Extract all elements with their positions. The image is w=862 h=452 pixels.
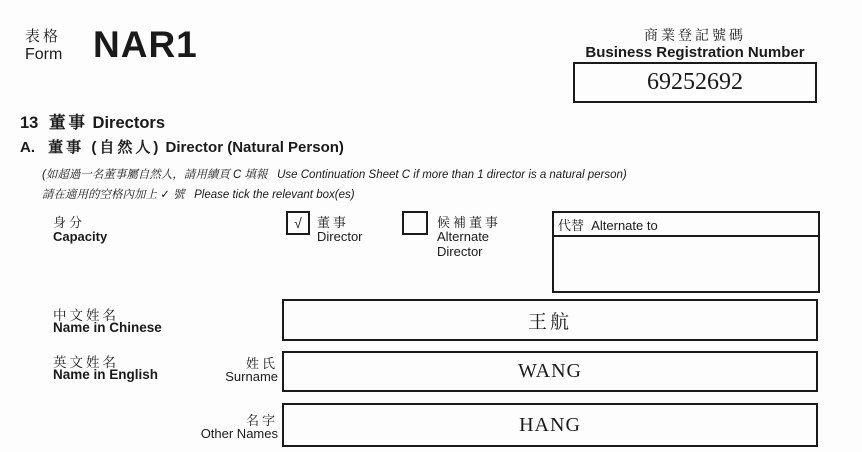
other-names-value: HANG (519, 413, 581, 436)
form-code: NAR1 (93, 24, 198, 65)
alternate-director-label-english-line1: Alternate (437, 229, 490, 244)
alternate-to-label: 代替 Alternate to (554, 213, 818, 237)
tick-box-note: 請在適用的空格內加上 ✓ 號 Please tick the relevant box(es) (42, 189, 355, 201)
alternate-to-field[interactable] (554, 237, 818, 289)
brn-label-english: Business Registration Number (585, 44, 805, 61)
name-english-label-english: Name in English (53, 367, 159, 382)
subsection-a-heading (20, 136, 344, 157)
section-title-chinese: 董事 (48, 114, 88, 132)
name-chinese-field[interactable] (282, 299, 818, 341)
other-names-label-chinese: 名字 (245, 413, 278, 428)
subsection-title-chinese: 董事 (自然人) (48, 139, 162, 156)
name-chinese-label-english: Name in Chinese (53, 320, 162, 335)
alternate-to-field-group (552, 211, 820, 293)
capacity-label-english: Capacity (53, 229, 108, 244)
alternate-director-label-chinese: 候補董事 (437, 215, 502, 230)
other-names-label-english: Other Names (200, 426, 278, 441)
subsection-title-english: Director (Natural Person) (165, 139, 344, 156)
name-chinese-label-chinese: 中文姓名 (53, 308, 119, 323)
section-13-heading (20, 109, 165, 133)
continuation-sheet-note: (如超過一名董事屬自然人，請用續頁 C 填報 Use Continuation Sheet C if more than 1 director is a natural person) (42, 169, 627, 181)
director-checkbox-mark: √ (294, 215, 302, 231)
name-english-label-chinese: 英文姓名 (53, 355, 119, 370)
section-number: 13 (20, 114, 39, 132)
alternate-director-label-english-line2: Director (437, 244, 483, 259)
surname-value: WANG (518, 360, 582, 382)
other-names-field[interactable] (282, 403, 818, 447)
brn-value: 69252692 (647, 69, 743, 95)
name-chinese-value: 王航 (527, 311, 572, 333)
form-label-english: Form (25, 46, 63, 63)
surname-label-english: Surname (225, 369, 278, 384)
form-label-chinese: 表格 (25, 28, 62, 45)
director-checkbox[interactable] (286, 211, 310, 235)
director-label-english: Director (317, 229, 363, 244)
brn-label-chinese: 商業登記號碼 (644, 27, 746, 43)
brn-field[interactable] (573, 62, 817, 103)
director-label-chinese: 董事 (317, 215, 350, 230)
subsection-letter: A. (20, 139, 35, 156)
section-title-english: Directors (92, 114, 165, 132)
alternate-director-checkbox[interactable] (402, 211, 428, 235)
surname-field[interactable] (282, 351, 818, 392)
surname-label-chinese: 姓氏 (245, 356, 278, 371)
capacity-label-chinese: 身分 (53, 215, 86, 230)
